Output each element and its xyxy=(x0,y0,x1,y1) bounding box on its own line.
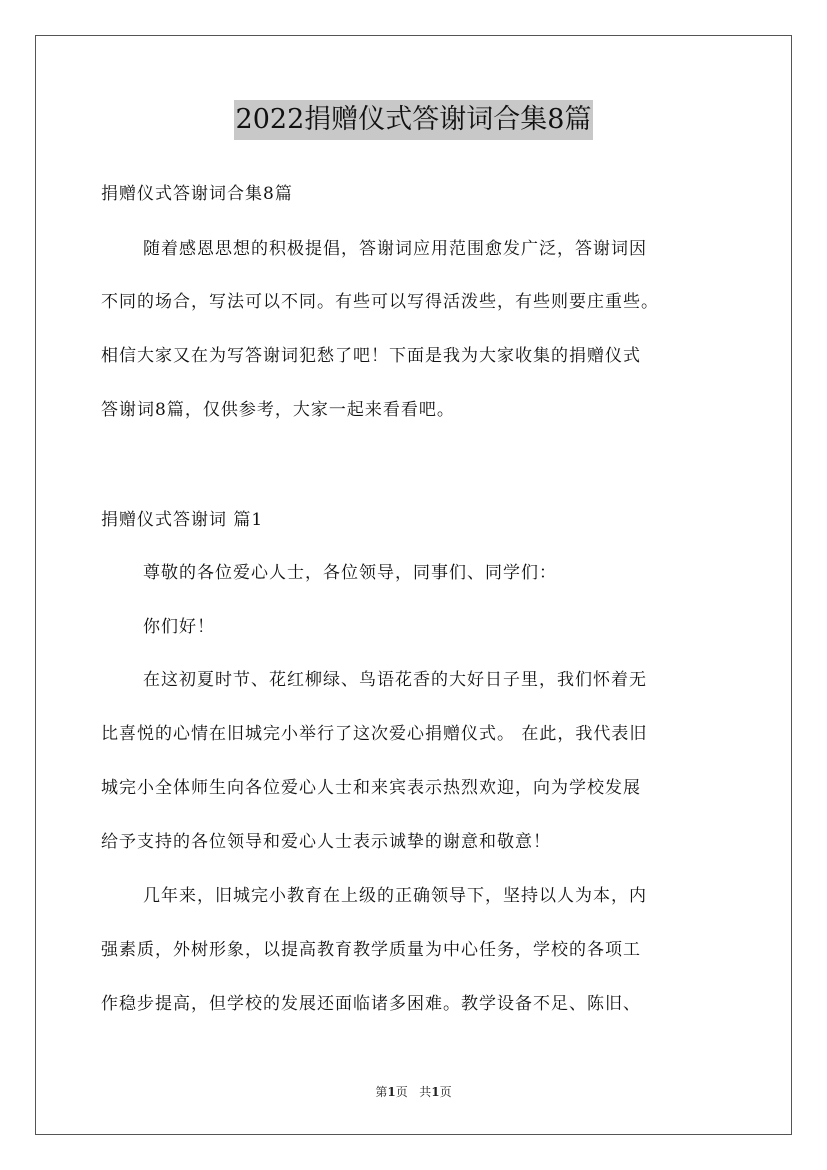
intro-line-4: 答谢词8篇，仅供参考，大家一起来看看吧。 xyxy=(101,400,455,420)
intro-line-2: 不同的场合，写法可以不同。有些可以写得活泼些，有些则要庄重些。 xyxy=(101,292,659,312)
document-title: 2022捐赠仪式答谢词合集8篇 xyxy=(234,100,594,140)
footer-page-prefix: 第 xyxy=(375,1085,388,1099)
title-wrap xyxy=(0,100,827,140)
para2-line-3: 作稳步提高，但学校的发展还面临诸多困难。教学设备不足、陈旧、 xyxy=(101,994,641,1014)
greeting-line: 尊敬的各位爱心人士，各位领导，同事们、同学们： xyxy=(143,563,557,583)
footer-page-num: 1 xyxy=(387,1085,396,1099)
para1-line-1: 在这初夏时节、花红柳绿、鸟语花香的大好日子里，我们怀着无 xyxy=(143,670,647,690)
para1-line-2: 比喜悦的心情在旧城完小举行了这次爱心捐赠仪式。 在此，我代表旧 xyxy=(101,724,648,744)
footer-total-suffix: 页 xyxy=(439,1085,452,1099)
hello-line: 你们好！ xyxy=(143,617,215,637)
para1-line-4: 给予支持的各位领导和爱心人士表示诚挚的谢意和敬意！ xyxy=(101,832,551,852)
section-heading: 捐赠仪式答谢词 篇1 xyxy=(101,510,264,530)
intro-line-1: 随着感恩思想的积极提倡，答谢词应用范围愈发广泛，答谢词因 xyxy=(143,239,647,259)
footer-total-num: 1 xyxy=(431,1085,440,1099)
footer-total-prefix: 共 xyxy=(419,1085,432,1099)
document-subtitle: 捐赠仪式答谢词合集8篇 xyxy=(101,184,293,204)
para2-line-1: 几年来，旧城完小教育在上级的正确领导下，坚持以人为本，内 xyxy=(143,886,647,906)
para1-line-3: 城完小全体师生向各位爱心人士和来宾表示热烈欢迎，向为学校发展 xyxy=(101,778,641,798)
intro-line-3: 相信大家又在为写答谢词犯愁了吧！下面是我为大家收集的捐赠仪式 xyxy=(101,346,641,366)
page-footer xyxy=(0,1083,827,1100)
para2-line-2: 强素质，外树形象，以提高教育教学质量为中心任务，学校的各项工 xyxy=(101,940,641,960)
footer-page-suffix: 页 xyxy=(395,1085,408,1099)
